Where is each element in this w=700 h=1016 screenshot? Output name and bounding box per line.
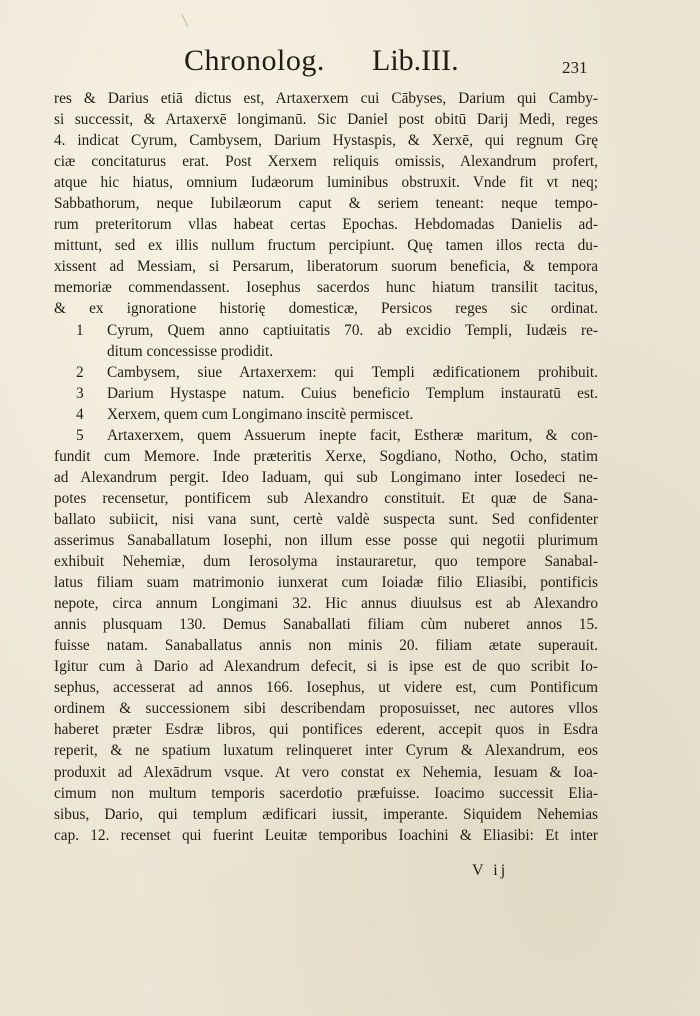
text-line: latus filiam suam matrimonio iunxerat cum Ioiadæ filio Eliasibi, pontificis [54, 574, 598, 592]
paper-mark [181, 11, 193, 27]
list-item-number: 4 [76, 405, 84, 423]
text-line: ballato subiicit, nisi vana sunt, certè valdè suspecta sunt. Sed confidenter [54, 510, 598, 528]
signature-mark: V ij [472, 862, 509, 879]
text-line: Sabbathorum, neque Iubilæorum caput & seriem teneant: neque tempo- [54, 195, 598, 213]
list-item-number: 1 [76, 321, 84, 339]
page-header [160, 44, 620, 88]
list-item-text: Cyrum, Quem anno captiuitatis 70. ab excidio Templi, Iudæis re- [107, 321, 598, 339]
text-line: potes recensetur, pontificem sub Alexandro constituit. Et quæ de Sana- [54, 489, 598, 507]
text-line: xissent ad Messiam, si Persarum, liberatorum suorum beneficia, & tempora [54, 258, 598, 276]
text-line: 4. indicat Cyrum, Cambysem, Darium Hystaspis, & Xerxē, qui regnum Grę [54, 132, 598, 150]
text-line: mittunt, sed ex illis nullum fructum percipiunt. Quę tamen illos recta du- [54, 237, 598, 255]
text-line: atque hic hiatus, omnium Iudæorum luminibus obstruxit. Vnde fit vt neq; [54, 174, 598, 192]
text-line: annis plusquam 130. Demus Sanaballati filiam cùm nuberet annos 15. [54, 616, 598, 634]
text-line: exhibuit Nehemiæ, dum Ierosolyma instauraretur, quo tempore Sanabal- [54, 553, 598, 571]
text-line: fundit cum Memore. Inde præteritis Xerxe, Sogdiano, Notho, Ocho, statim [54, 447, 598, 465]
text-line: ciæ concitaturus erat. Post Xerxem reliquis omissis, Alexandrum profert, [54, 153, 598, 171]
text-line: produxit ad Alexādrum vsque. At vero constat ex Nehemia, Iesuam & Ioa- [54, 763, 598, 781]
text-line: & ex ignoratione historię domesticæ, Persicos reges sic ordinat. [54, 300, 598, 318]
text-line: cap. 12. recenset qui fuerint Leuitæ temporibus Ioachini & Eliasibi: Et inter [54, 826, 598, 844]
text-line: sephus, accesserat ad annos 166. Iosephus, ut videre est, cum Pontificum [54, 679, 598, 697]
list-item [54, 383, 598, 404]
text-line: fuisse natam. Sanaballatus annis non minis 20. filiam ætate superauit. [54, 637, 598, 655]
list-item [54, 404, 598, 425]
text-line: memoriæ commendassent. Iosephus sacerdos hunc hiatum transilit tacitus, [54, 279, 598, 297]
text-line: ad Alexandrum pergit. Ideo Iaduam, qui sub Longimano inter Iosedeci ne- [54, 468, 598, 486]
list-item-text: Cambysem, siue Artaxerxem: qui Templi ædificationem prohibuit. [107, 363, 598, 381]
running-title: Chronolog. [184, 44, 325, 77]
running-book: Lib.III. [372, 44, 459, 77]
text-line: res & Darius etiā dictus est, Artaxerxem cui Cābyses, Darium qui Camby- [54, 90, 598, 107]
text-line: Igitur cum à Dario ad Alexandrum defecit, si is ipse est de quo scribit Io- [54, 658, 598, 676]
text-line: haberet præter Esdræ libros, qui pontifices ederent, accepit quos in Esdra [54, 721, 598, 739]
list-item-text: Artaxerxem, quem Assuerum inepte facit, Estheræ maritum, & con- [107, 426, 598, 444]
list-item [54, 320, 598, 341]
list-item [54, 425, 598, 446]
text-line: asserimus Sanaballatum Iosephi, non illum esse posse qui negotii plurimum [54, 531, 598, 549]
text-line: rum preteritorum vllas habeat certas Epochas. Hebdomadas Danielis ad- [54, 216, 598, 234]
text-line: nepote, circa annum Longimani 32. Hic annus diuulsus est ab Alexandro [54, 595, 598, 613]
list-item-number: 2 [76, 363, 84, 381]
list-item-number: 5 [76, 426, 84, 444]
text-line: sibus, Dario, qui templum ædificari iussit, imperante. Siquidem Nehemias [54, 805, 598, 823]
body-text [54, 88, 598, 846]
page-number: 231 [562, 58, 588, 77]
list-item-text: Darium Hystaspe natum. Cuius beneficio Templum instauratū est. [107, 384, 598, 402]
list-item-number: 3 [76, 384, 84, 402]
text-line: reperit, & ne spatium luxatum relinqueret inter Cyrum & Alexandrum, eos [54, 742, 598, 760]
list-item-text: Xerxem, quem cum Longimano inscitè permiscet. [107, 405, 414, 423]
text-line: si successit, & Artaxerxē longimanū. Sic Daniel post obitū Darij Medi, reges [54, 111, 598, 129]
list-item [54, 362, 598, 383]
text-line: ordinem & successionem sibi describendam proposuisset, nec autores vllos [54, 700, 598, 718]
list-item-continuation: ditum concessisse prodidit. [107, 342, 274, 360]
text-line: cimum non multum temporis sacerdotio præfuisse. Ioacimo successit Elia- [54, 784, 598, 802]
